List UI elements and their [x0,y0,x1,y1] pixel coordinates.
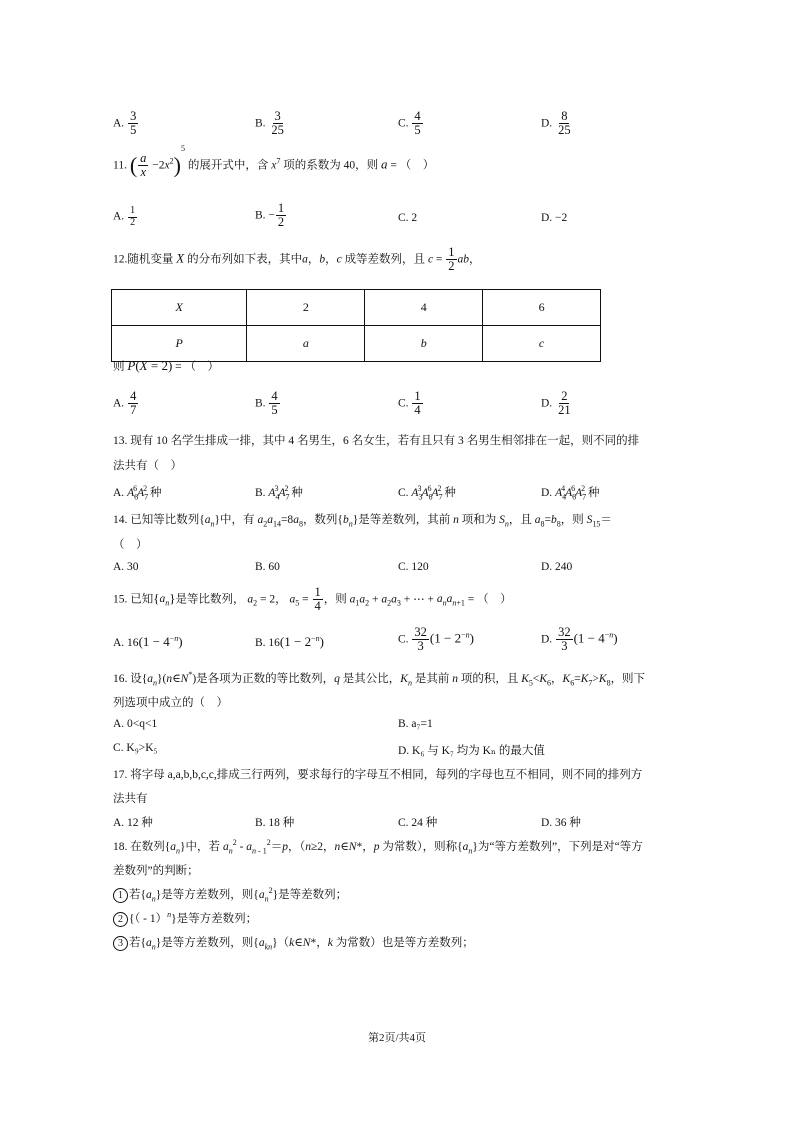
q12-option-c: C. $\frac{1}{4}$ [398,389,421,418]
q12-option-a: A. $\frac{4}{7}$ [113,389,137,418]
q10-option-a: A. $\frac{3}{5}$ [113,109,137,138]
q15-option-c: C. $\frac{32}{3}$ $(1 - 2^{-n})$ [398,625,474,654]
q11-stem: 11. ( $\frac{a}{x}$ $-2x^2)^5$ 的展开式中，含 $x^7$ 项的系数为 40，则 a = （ ） [113,144,435,180]
q14-option-c: C. 120 [398,561,429,573]
q18-statement-1: 1 若$\{a_n\}$是等方差数列，则$\{a_n^2\}$是等差数列； [113,886,347,903]
q11-option-a: A. $\frac{1}{2}$ [113,205,136,228]
q13-line1: 13. 现有 10 名学生排成一排，其中 4 名男生，6 名女生，若有且只有 3 名男生相邻排在一起，则不同的排 [113,435,640,447]
q11-option-b: B. − $\frac{1}{2}$ [255,201,285,230]
q18-statement-3: 3 若$\{a_n\}$是等方差数列，则$\{a_{kn}\}(k\in N*$，k 为常数）也是等方差数列； [113,934,474,951]
q17-line1: 17. 将字母 a,a,b,b,c,c,排成三行两列，要求每行的字母互不相同，每列的字母也互不相同，则不同的排列方 [113,769,643,781]
q13-option-a: A. $A_6^6A_7^2$ 种 [113,484,162,502]
q10-option-b: B. $\frac{3}{25}$ [255,109,284,138]
page-footer: 第2页/共4页 [367,1032,427,1044]
q16-line1: 16. 设$\{a_n\}(n\in N^*)$是各项为正数的等比数列，q 是其公比，$K_n$ 是其前 n 项的积，且 $K_5<K_6$，$K_6=K_7>K_8$，则下 [113,670,646,688]
q12-option-b: B. $\frac{4}{5}$ [255,389,278,418]
q14-line2: （ ） [113,539,148,551]
q17-line2: 法共有 [113,793,148,805]
circled-number-2-icon: 2 [113,912,128,927]
q14-option-d: D. 240 [541,561,573,573]
q11-option-d: D. −2 [541,212,568,224]
q10-option-d: D. $\frac{8}{25}$ [541,109,571,138]
circled-number-1-icon: 1 [113,888,128,903]
q15-option-d: D. $\frac{32}{3}$ $(1 - 4^{-n})$ [541,625,618,654]
q12-option-d: D. $\frac{2}{21}$ [541,389,571,418]
q18-line2: 差数列”的判断； [113,865,199,877]
q18-statement-2: 2 {（ - 1）$^n$}是等方差数列； [113,910,257,927]
q17-option-a: A. 12 种 [113,817,153,829]
q14-option-b: B. 60 [255,561,280,573]
q15-option-a: A. $16(1 - 4^{-n})$ [113,634,183,649]
q16-line2: 列选项中成立的（ ） [113,697,228,709]
q13-line2: 法共有（ ） [113,460,182,472]
q14-option-a: A. 30 [113,561,139,573]
q17-option-b: B. 18 种 [255,817,295,829]
q18-line1: 18. 在数列$\{a_n\}$中，若 $a_n^2 - a_{n - 1}^2=p$，（n≥2，n∈N*，p 为常数），则称$\{a_n\}$为“等方差数列”，下列是对“等方 [113,838,643,856]
q16-option-b: B. a₇=1 [398,718,433,730]
circled-number-3-icon: 3 [113,936,128,951]
q16-option-c: C. K₉>K₅ [113,742,158,754]
q13-option-c: C. $A_3^3A_6^6A_7^2$ 种 [398,484,456,502]
q16-option-d: D. K₆ 与 K₇ 均为 Kₙ 的最大值 [398,745,545,757]
q14-line1: 14. 已知等比数列$\{a_n\}$中，有 $a_2a_{14}=8a_8$，数列$\{b_n\}$是等差数列，其前 n 项和为 $S_n$，且 $a_8=b_8$，则 $S_{15}=$ [113,514,612,529]
q17-option-d: D. 36 种 [541,817,581,829]
q12-stem: 12.随机变量 X 的分布列如下表，其中a，b，c 成等差数列，且 c = $\frac{1}{2}$ ab， [113,245,481,274]
q10-option-c: C. $\frac{4}{5}$ [398,109,421,138]
q15-stem: 15. 已知$\{a_n\}$是等比数列， $a_2 = 2$， $a_5$ = $\frac{1}{4}$ ，则 $a_1a_2 + a_2a_3$ + ⋯ + $a_na_{n+1}$ = （ ） [113,585,512,614]
q11-option-c: C. 2 [398,212,418,224]
q12-ask: 则 P(X = 2) = （ ） [113,358,220,373]
distribution-table: X 2 4 6 P a b c [111,289,601,362]
q16-option-a: A. 0<q<1 [113,718,158,730]
q13-option-b: B. $A_4^3A_7^2$ 种 [255,484,303,502]
q15-option-b: B. $16(1 - 2^{-n})$ [255,634,324,649]
q13-option-d: D. $A_4^4A_6^6A_7^2$ 种 [541,484,600,502]
q17-option-c: C. 24 种 [398,817,438,829]
